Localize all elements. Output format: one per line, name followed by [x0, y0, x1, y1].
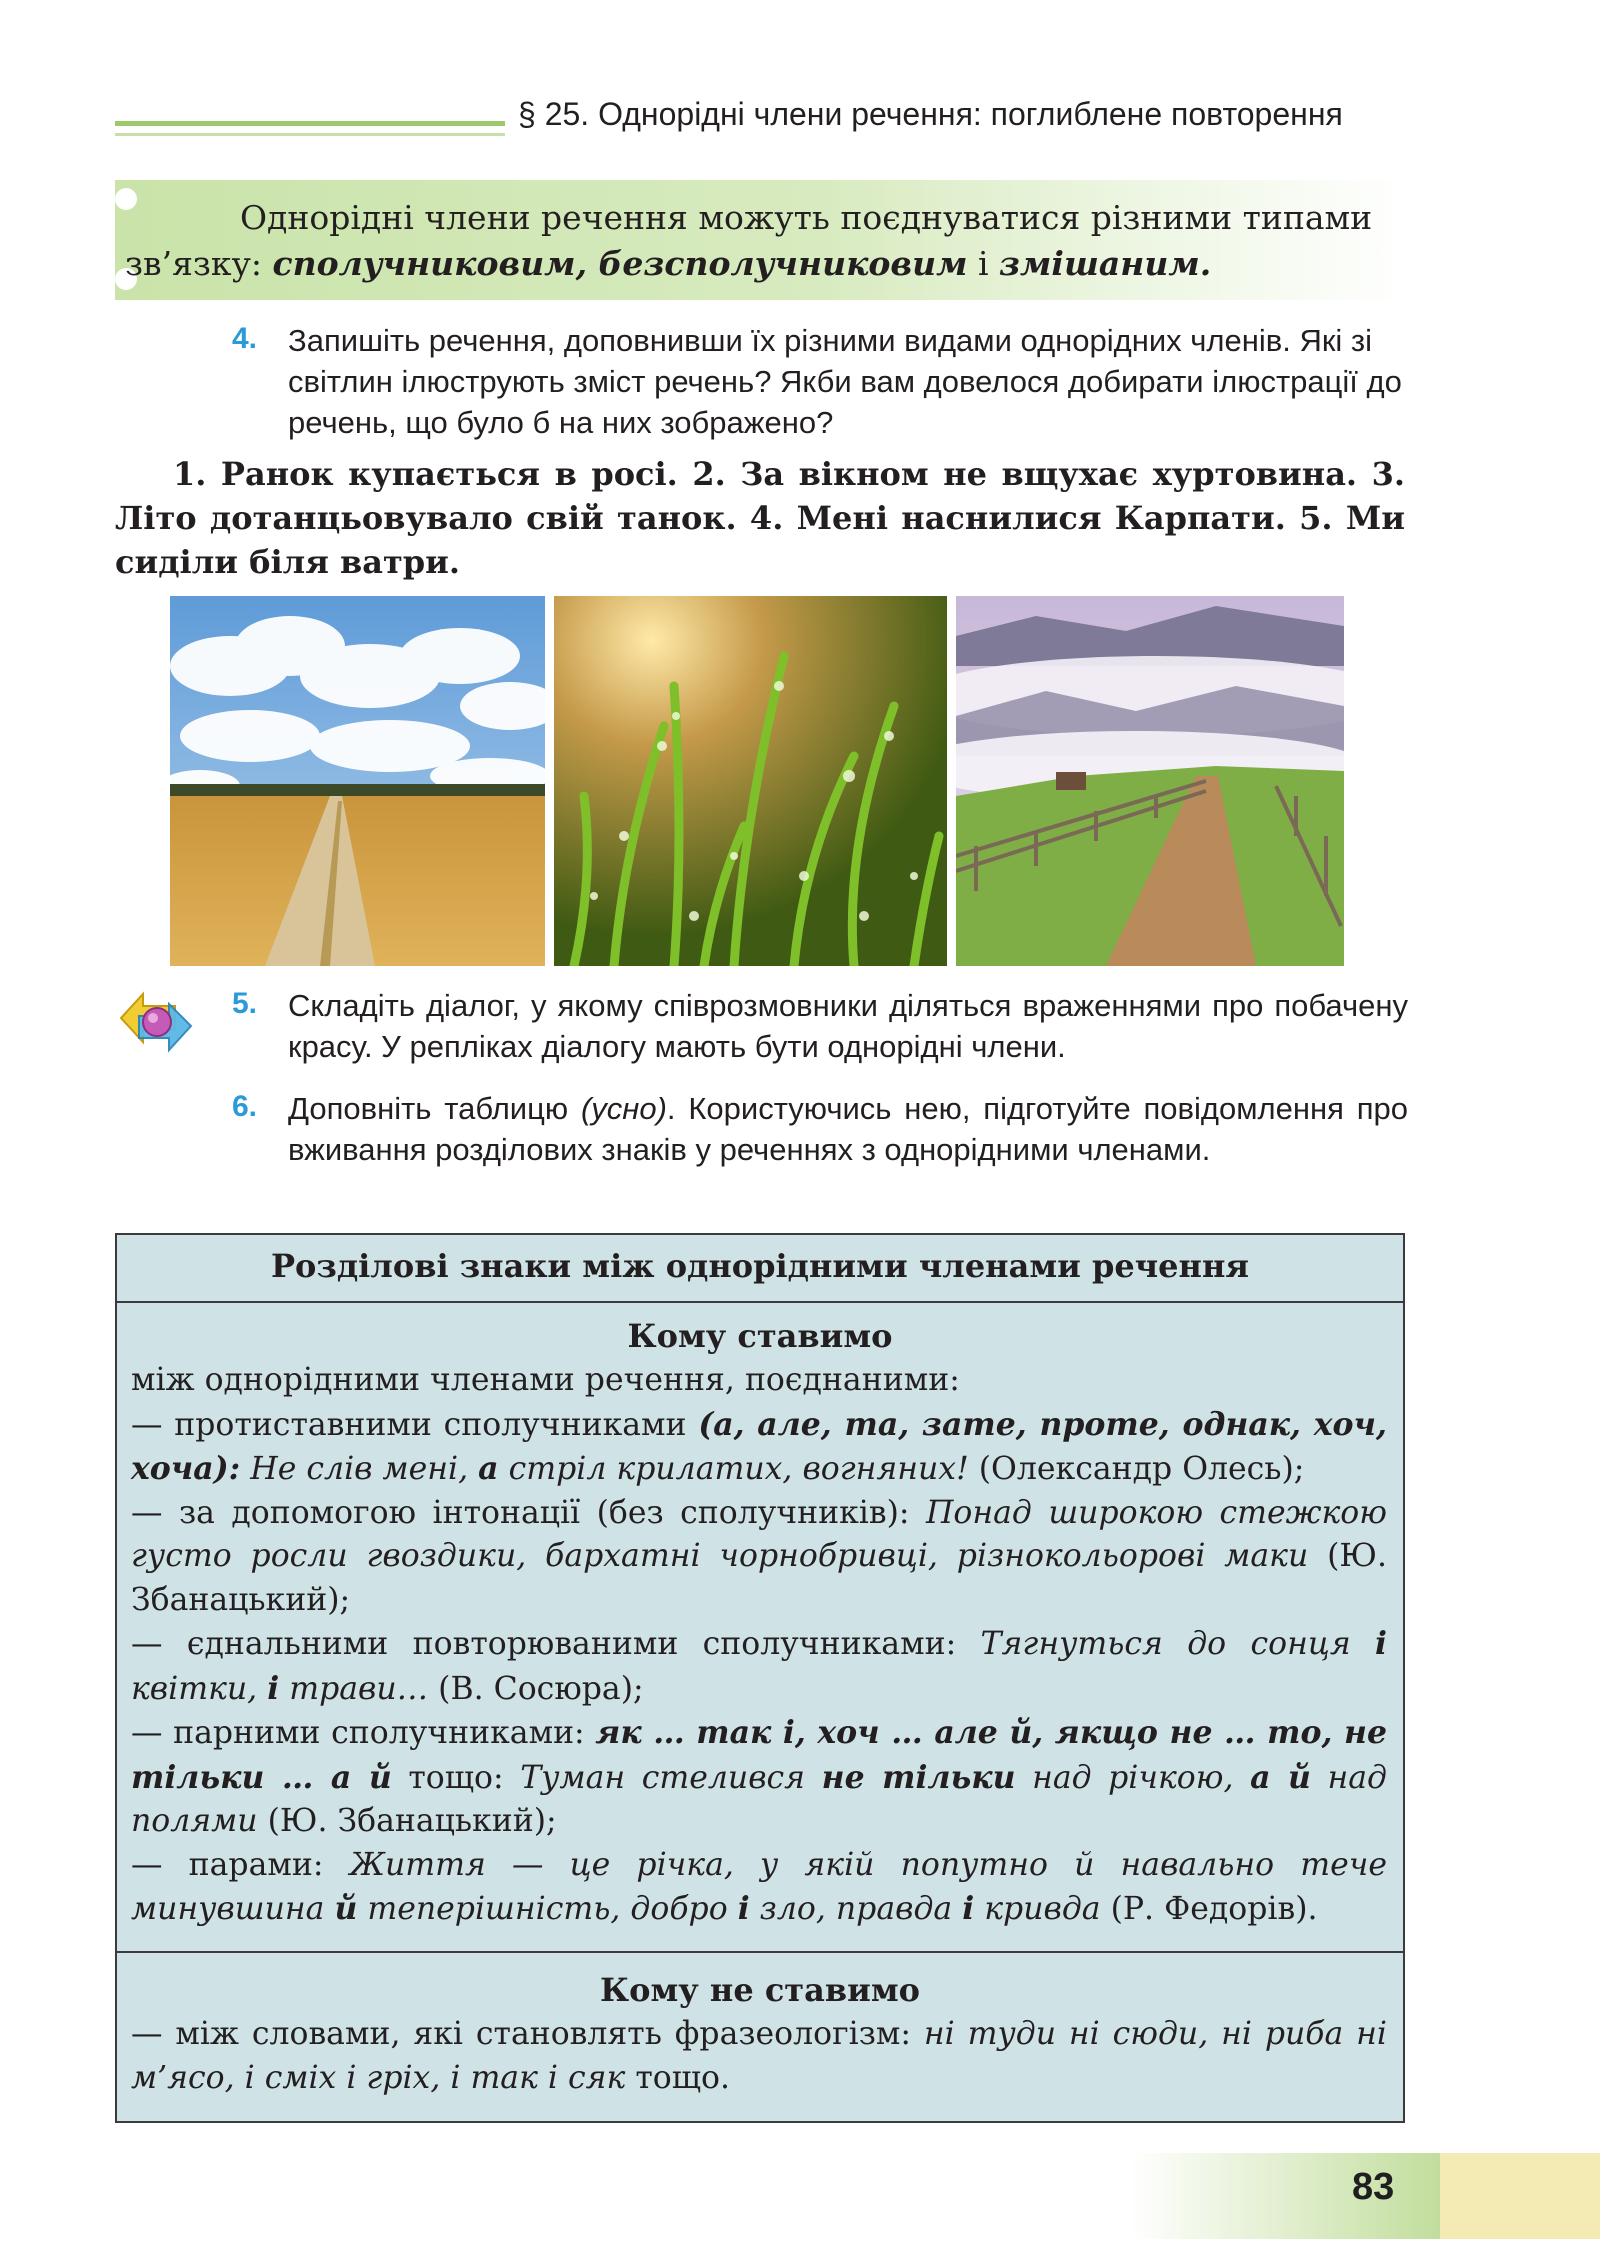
task-5-text: Складіть діалог, у якому співрозмовники діляться враженнями про побачену красу. У репліках діалогу мають бути однорідні члени.	[288, 988, 1408, 1064]
section-comma-body	[131, 1359, 1387, 1932]
comma-rule-paired: — парними сполучниками: як … так і, хоч … але й, якщо не … то, не тільки … а й тощо: Туман стелився не тільки над річкою, а й над полями (Ю. Збанацький);	[131, 1714, 1387, 1839]
footer-tab	[1440, 2153, 1600, 2239]
comma-rule-intonation: — за допомогою інтонації (без сполучників): Понад широкою стежкою густо росли гвоздики, бархатні чорнобривці, різнокольорові маки (Ю. Збанацький);	[131, 1494, 1388, 1618]
exercise-sentences: 1. Ранок купається в росі. 2. За вікном не вщухає хуртовина. 3. Літо дотанцьовувало свій танок. 4. Мені наснилися Карпати. 5. Ми сиділи біля ватри.	[115, 455, 1405, 581]
section-title: § 25. Однорідні члени речення: поглиблене повторення	[518, 96, 1343, 132]
task-4-number: 4.	[232, 322, 258, 355]
rule-line-1: Однорідні члени речення можуть поєднуватися різними типами	[240, 198, 1373, 237]
dialog-arrows-icon	[113, 980, 199, 1060]
photo-dewy-grass	[554, 596, 947, 966]
comma-rule-repeated: — єднальними повторюваними сполучниками: Тягнуться до сонця і квітки, і трави… (В. Сосюра);	[131, 1625, 1387, 1707]
comma-rule-adversative: — протиставними сполучниками (а, але, та, зате, проте, однак, хоч, хоча): Не слів мені, а стріл крилатих, вогняних! (Олександр Олесь);	[131, 1405, 1388, 1487]
task-6-text: Доповніть таблицю (усно). Користуючись нею, підготуйте повідомлення про вживання розділових знаків у реченнях з однорідними членами.	[288, 1091, 1408, 1167]
photo-wheat-field-road	[170, 596, 545, 966]
task-4-text: Запишіть речення, доповнивши їх різними видами однорідних членів. Які зі світлин ілюструють зміст речень? Якби вам довелося добирати ілюстрації до речень, що було б на них зображено?	[288, 323, 1402, 440]
header-rule-thick	[115, 121, 505, 126]
photo-carpathian-road	[956, 596, 1344, 966]
header-rule-thin	[115, 133, 505, 136]
section-comma-intro: між однорідними членами речення, поєднаними:	[131, 1362, 960, 1398]
table-title: Розділові знаки між однорідними членами речення	[270, 1247, 1249, 1285]
rule-type-2: безсполучниковим	[598, 244, 968, 283]
rule-line-2: зв’язку: сполучниковим, безсполучниковим і змішаним.	[125, 244, 1212, 283]
task-6-number: 6.	[232, 1090, 258, 1123]
rule-type-1: сполучниковим	[272, 244, 576, 283]
section-no-comma-heading: Кому не ставимо	[600, 1971, 920, 2009]
page-number: 83	[1352, 2166, 1395, 2208]
rule-type-3: змішаним	[999, 244, 1200, 283]
table-divider	[117, 1951, 1403, 1953]
section-no-comma-body	[131, 2013, 1387, 2100]
task-5-number: 5.	[232, 987, 258, 1020]
section-comma-heading: Кому ставимо	[627, 1317, 893, 1355]
punctuation-table	[115, 1233, 1405, 2123]
rule-text	[125, 195, 1395, 287]
comma-rule-pairs: — парами: Життя — це річка, у якій попутно й навально тече минувшина й теперішність, добро і зло, правда і кривда (Р. Федорів).	[131, 1846, 1387, 1927]
no-comma-rule-idiom: — між словами, які становлять фразеологізм: ні туди ні сюди, ні риба ні м’ясо, і сміх і гріх, і так і сяк тощо.	[131, 2016, 1387, 2096]
table-divider	[117, 1301, 1403, 1303]
